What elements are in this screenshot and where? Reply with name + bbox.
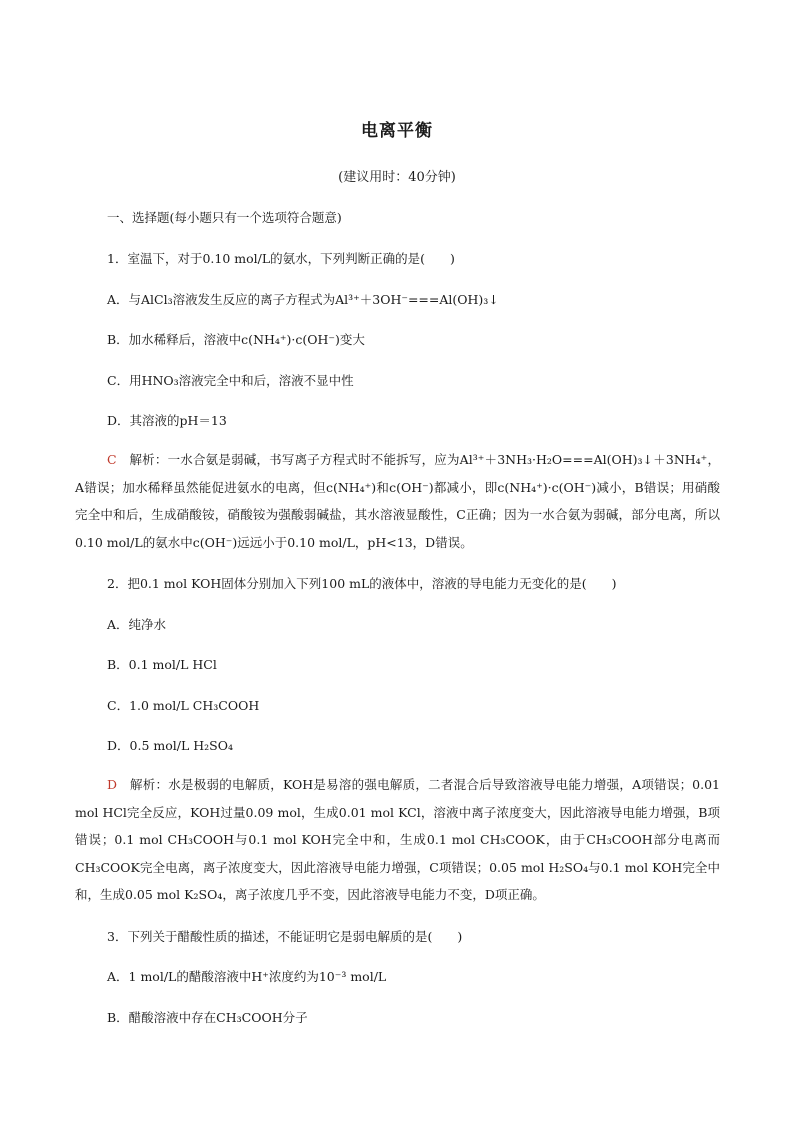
- q1-analysis: 解析：一水合氨是弱碱，书写离子方程式时不能拆写，应为Al³⁺＋3NH₃·H₂O===Al(OH)₃↓＋3NH₄⁺，A错误；加水稀释虽然能促进氨水的电离，但c(NH₄⁺)和c(OH⁻)都减小，即c(NH₄⁺)·c(OH⁻)减小，B错误；用硝酸完全中和后，生成硝酸铵，硝酸铵为强酸弱碱盐，其水溶液显酸性，C正确；因为一水合氨为弱碱，部分电离，所以0.10 mol/L的氨水中c(OH⁻)远远小于0.10 mol/L，pH<13，D错误。: [75, 452, 720, 550]
- q1-option-c: C．用HNO₃溶液完全中和后，溶液不显中性: [107, 373, 354, 388]
- q1-option-a: A．与AlCl₃溶液发生反应的离子方程式为Al³⁺＋3OH⁻===Al(OH)₃↓: [107, 292, 499, 307]
- document-title: 电离平衡: [361, 121, 433, 141]
- q2-option-c: C．1.0 mol/L CH₃COOH: [107, 698, 260, 713]
- q1-option-b: B．加水稀释后，溶液中c(NH₄⁺)·c(OH⁻)变大: [107, 332, 365, 347]
- q3-option-b: B．醋酸溶液中存在CH₃COOH分子: [107, 1010, 308, 1025]
- q1-stem: 1．室温下，对于0.10 mol/L的氨水，下列判断正确的是( ): [107, 251, 455, 266]
- q2-answer-letter: D: [107, 777, 118, 792]
- q2-option-a: A．纯净水: [107, 617, 167, 632]
- q2-option-b: B．0.1 mol/L HCl: [107, 657, 217, 672]
- q1-answer-block: [75, 446, 720, 556]
- q2-stem: 2．把0.1 mol KOH固体分别加入下列100 mL的液体中，溶液的导电能力无变化的是( ): [107, 576, 617, 591]
- q2-answer-block: [75, 771, 720, 909]
- q2-option-d: D．0.5 mol/L H₂SO₄: [107, 738, 233, 753]
- document-subtitle: (建议用时：40分钟): [338, 170, 456, 185]
- q1-answer-letter: C: [107, 452, 117, 467]
- q1-option-d: D．其溶液的pH＝13: [107, 413, 227, 428]
- q3-option-a: A．1 mol/L的醋酸溶液中H⁺浓度约为10⁻³ mol/L: [107, 969, 387, 984]
- q2-analysis: 解析：水是极弱的电解质，KOH是易溶的强电解质，二者混合后导致溶液导电能力增强，A项错误；0.01 mol HCl完全反应，KOH过量0.09 mol，生成0.01 mol KCl，溶液中离子浓度变大，因此溶液导电能力增强，B项错误；0.1 mol CH₃COOH与0.1 mol KOH完全中和，生成0.1 mol CH₃COOK，由于CH₃COOH部分电离而CH₃COOK完全电离，离子浓度变大，因此溶液导电能力增强，C项错误；0.05 mol H₂SO₄与0.1 mol KOH完全中和，生成0.05 mol K₂SO₄，离子浓度几乎不变，因此溶液导电能力不变，D项正确。: [75, 777, 720, 902]
- q3-stem: 3．下列关于醋酸性质的描述，不能证明它是弱电解质的是( ): [107, 929, 463, 944]
- section-heading: 一、选择题(每小题只有一个选项符合题意): [107, 210, 342, 225]
